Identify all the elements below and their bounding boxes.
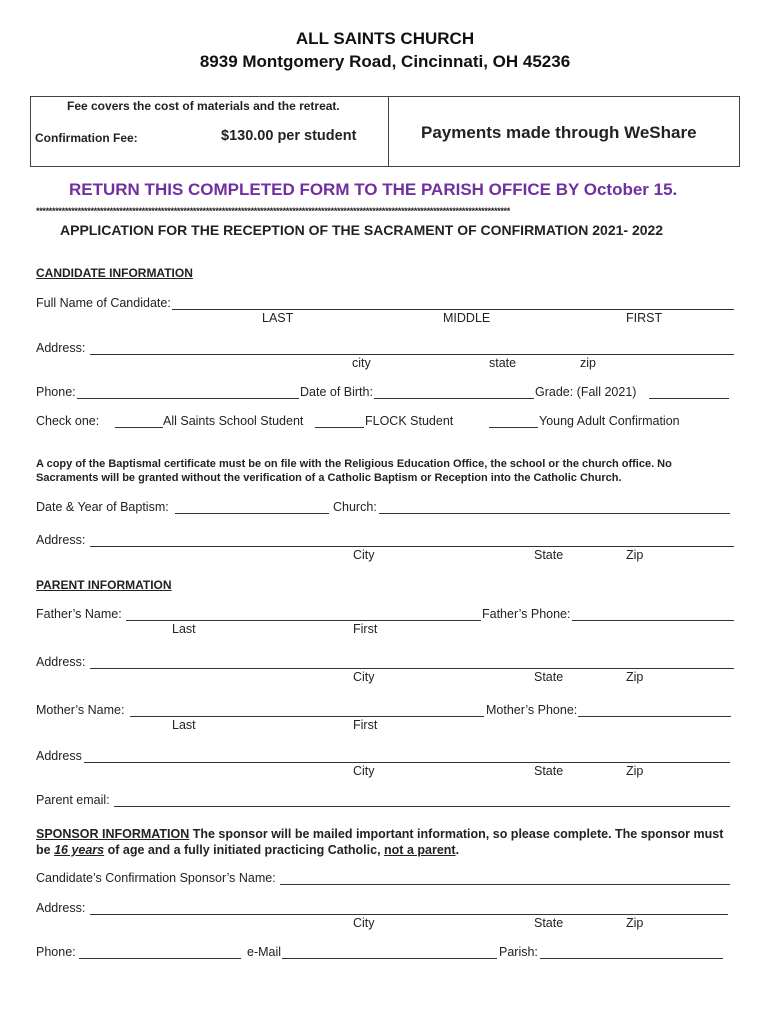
sponsor-heading: SPONSOR INFORMATION (36, 827, 190, 841)
full-name-field[interactable] (172, 309, 734, 310)
father-zip-caption: Zip (626, 670, 644, 684)
name-last-caption: LAST (262, 311, 294, 325)
school-check-field[interactable] (115, 427, 163, 428)
baptism-state-caption: State (534, 548, 564, 562)
sponsor-zip-caption: Zip (626, 916, 644, 930)
mother-state-caption: State (534, 764, 564, 778)
sponsor-name-label: Candidate’s Confirmation Sponsor’s Name: (36, 871, 276, 885)
sponsor-name-field[interactable] (280, 884, 730, 885)
star-separator: **************************************************************************************************************************************************** (36, 206, 510, 216)
mother-last-caption: Last (172, 718, 196, 732)
name-middle-caption: MIDDLE (443, 311, 491, 325)
baptism-notice: A copy of the Baptismal certificate must be on file with the Religious Education Office, the school or the church office. No Sacraments will be granted without the verification of a Catholic Baptism or Reception into the Catholic Church. (36, 458, 672, 484)
sponsor-phone-field[interactable] (79, 958, 241, 959)
adult-check-field[interactable] (489, 427, 538, 428)
option-school: All Saints School Student (163, 414, 304, 428)
baptism-church-label: Church: (333, 500, 377, 514)
father-address-label: Address: (36, 655, 86, 669)
sponsor-email-label: e-Mail (247, 945, 282, 959)
name-first-caption: FIRST (626, 311, 663, 325)
parent-email-label: Parent email: (36, 793, 110, 807)
mother-address-label: Address (36, 749, 82, 763)
candidate-zip-caption: zip (580, 356, 596, 370)
church-name: ALL SAINTS CHURCH (295, 29, 475, 48)
dob-field[interactable] (374, 398, 534, 399)
parent-email-field[interactable] (114, 806, 730, 807)
candidate-address-field[interactable] (90, 354, 734, 355)
fee-amount: $130.00 per student (221, 128, 357, 144)
sponsor-not-parent: not a parent (384, 843, 456, 857)
baptism-date-label: Date & Year of Baptism: (36, 500, 169, 514)
candidate-heading: CANDIDATE INFORMATION (36, 266, 193, 280)
fee-label: Confirmation Fee: (35, 131, 138, 145)
baptism-church-field[interactable] (379, 513, 730, 514)
payment-note: Payments made through WeShare (421, 123, 697, 142)
grade-label: Grade: (Fall 2021) (535, 385, 637, 399)
mother-name-field[interactable] (130, 716, 484, 717)
sponsor-paragraph (36, 826, 736, 858)
sponsor-text-c: . (455, 843, 460, 857)
mother-city-caption: City (353, 764, 375, 778)
form-title: APPLICATION FOR THE RECEPTION OF THE SACRAMENT OF CONFIRMATION 2021- 2022 (60, 222, 664, 238)
dob-label: Date of Birth: (300, 385, 373, 399)
fee-box-divider (388, 97, 389, 166)
mother-phone-field[interactable] (578, 716, 731, 717)
sponsor-parish-label: Parish: (499, 945, 538, 959)
sponsor-phone-label: Phone: (36, 945, 76, 959)
flock-check-field[interactable] (315, 427, 364, 428)
father-name-label: Father’s Name: (36, 607, 122, 621)
sponsor-city-caption: City (353, 916, 375, 930)
mother-address-field[interactable] (84, 762, 730, 763)
mother-name-label: Mother’s Name: (36, 703, 125, 717)
father-address-field[interactable] (90, 668, 734, 669)
option-flock: FLOCK Student (365, 414, 454, 428)
parent-heading: PARENT INFORMATION (36, 578, 172, 592)
fee-note: Fee covers the cost of materials and the retreat. (67, 99, 340, 113)
sponsor-text-a: The sponsor will be mailed important information, so please complete. The sponsor must be (36, 827, 724, 857)
church-address: 8939 Montgomery Road, Cincinnati, OH 45236 (199, 52, 571, 71)
sponsor-age: 16 years (54, 843, 105, 857)
father-state-caption: State (534, 670, 564, 684)
sponsor-address-label: Address: (36, 901, 86, 915)
baptism-city-caption: City (353, 548, 375, 562)
candidate-city-caption: city (352, 356, 371, 370)
father-last-caption: Last (172, 622, 196, 636)
return-notice: RETURN THIS COMPLETED FORM TO THE PARISH OFFICE BY October 15. (69, 180, 678, 199)
baptism-zip-caption: Zip (626, 548, 644, 562)
full-name-label: Full Name of Candidate: (36, 296, 171, 310)
grade-field[interactable] (649, 398, 729, 399)
father-phone-field[interactable] (572, 620, 734, 621)
phone-field[interactable] (77, 398, 299, 399)
candidate-state-caption: state (489, 356, 517, 370)
mother-phone-label: Mother’s Phone: (486, 703, 578, 717)
sponsor-address-field[interactable] (90, 914, 728, 915)
sponsor-state-caption: State (534, 916, 564, 930)
mother-zip-caption: Zip (626, 764, 644, 778)
sponsor-email-field[interactable] (282, 958, 497, 959)
sponsor-text-b: of age and a fully initiated practicing Catholic, (104, 843, 385, 857)
check-one-label: Check one: (36, 414, 100, 428)
option-adult: Young Adult Confirmation (539, 414, 680, 428)
father-first-caption: First (353, 622, 378, 636)
baptism-date-field[interactable] (175, 513, 329, 514)
father-phone-label: Father’s Phone: (482, 607, 571, 621)
phone-label: Phone: (36, 385, 76, 399)
sponsor-parish-field[interactable] (540, 958, 723, 959)
fee-box (30, 96, 740, 167)
mother-first-caption: First (353, 718, 378, 732)
baptism-address-label: Address: (36, 533, 86, 547)
candidate-address-label: Address: (36, 341, 86, 355)
father-name-field[interactable] (126, 620, 481, 621)
father-city-caption: City (353, 670, 375, 684)
baptism-address-field[interactable] (90, 546, 734, 547)
